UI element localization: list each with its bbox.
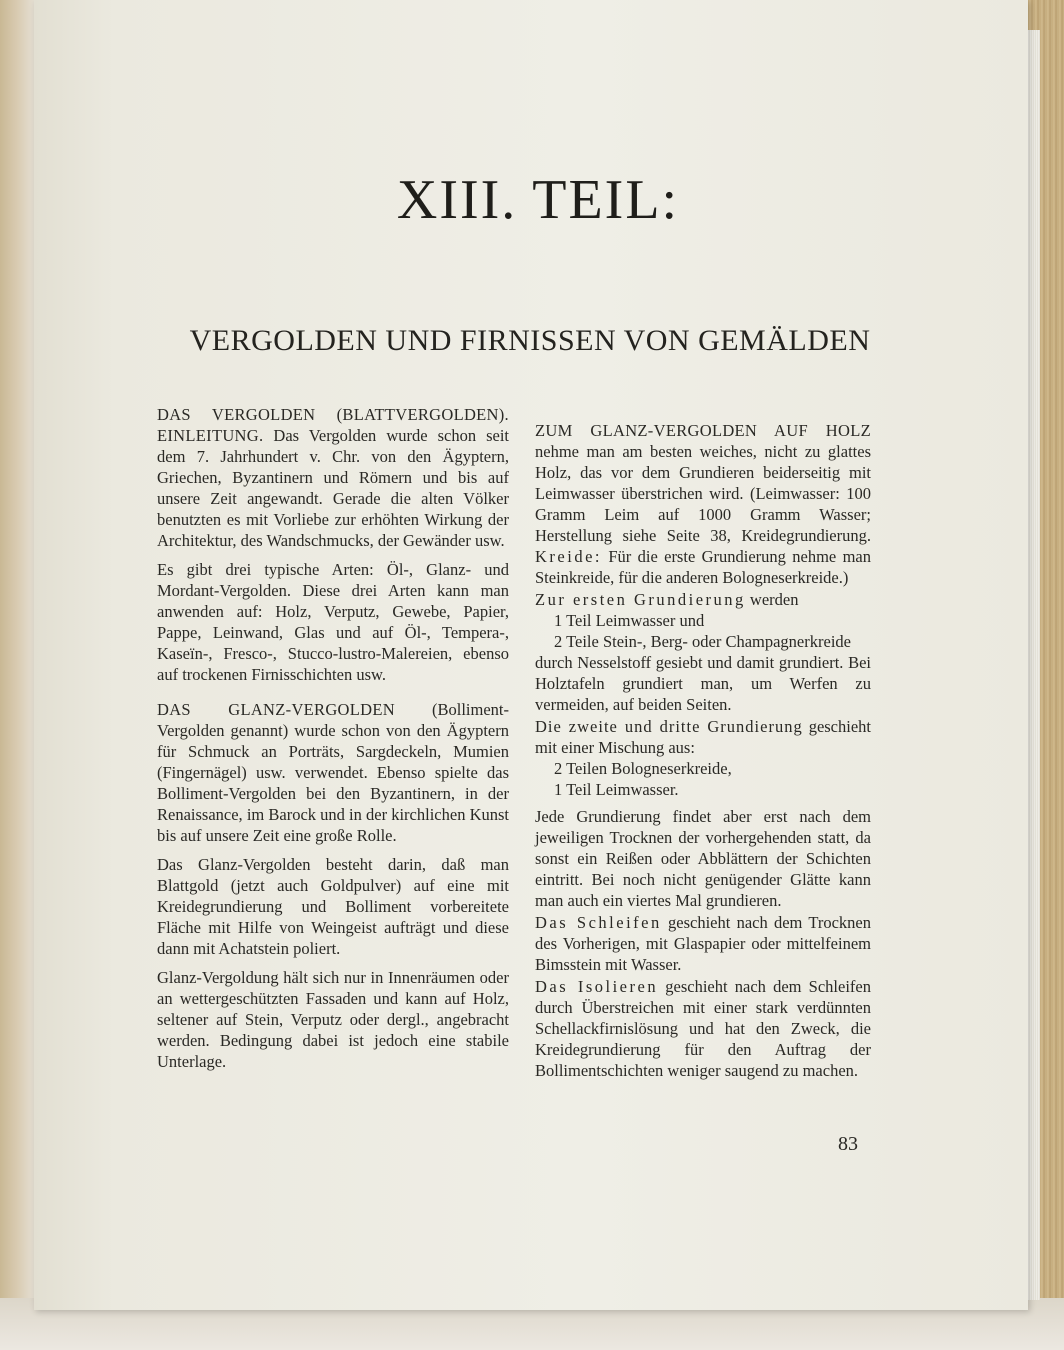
section-heading: DAS VERGOLDEN (BLATTVERGOLDEN). EINLEITUNG.	[157, 405, 509, 445]
paragraph	[535, 716, 871, 800]
list-item: 1 Teil Leimwasser.	[554, 780, 679, 799]
paragraph-text: Für die erste Grundierung nehme man Steinkreide, für die anderen Bologneserkreide.)	[535, 547, 872, 587]
page-number: 83	[838, 1133, 858, 1155]
list-item: 1 Teil Leimwasser und	[554, 611, 705, 630]
paragraph-text: werden	[749, 590, 799, 609]
spaced-term: Das Isolieren	[535, 977, 659, 996]
paragraph-text: nehme man am besten weiches, nicht zu glattes Holz, das vor dem Grundieren beiderseitig mit Leimwasser überstrichen wird. (Leimwasser: 100 Gramm Leim auf 1000 Gramm Wasser; Herstellung siehe Seite 38, Kreidegrundierung.	[535, 442, 871, 545]
spaced-term: Zur ersten Grundierung	[535, 590, 746, 609]
left-column	[157, 404, 509, 1080]
paragraph-text: geschieht mit einer Mischung aus:	[535, 717, 871, 757]
paragraph	[535, 976, 871, 1081]
paragraph-text: (Bolliment-Vergolden genannt) wurde schon von den Ägyptern für Schmuck an Porträts, Sargdeckeln, Mumien (Fingernägel) usw. verwendet. Ebenso spielte das Bolliment-Vergolden bei den Byzantinern, in der Renaissance, im Barock und in der kirchlichen Kunst bis auf unsere Zeit eine große Rolle.	[157, 700, 509, 845]
paragraph	[157, 404, 509, 551]
paragraph: Das Glanz-Vergolden besteht darin, daß man Blattgold (jetzt auch Goldpulver) auf eine mit Kreidegrundierung und Bolliment vorbereitete Fläche mit Hilfe von Weingeist aufträgt und diese dann mit Achatstein poliert.	[157, 855, 509, 958]
paragraph	[535, 420, 871, 588]
spaced-term: Die zweite und dritte Grundierung	[535, 717, 803, 736]
paragraph	[535, 912, 871, 975]
list-item: 2 Teilen Bologneserkreide,	[554, 759, 732, 778]
paragraph-text: geschieht nach dem Trocknen des Vorherigen, mit Glaspapier oder mittelfeinem Bimsstein mit Wasser.	[535, 913, 871, 974]
chapter-title: XIII. TEIL:	[396, 169, 680, 231]
paragraph: Jede Grundierung findet aber erst nach dem jeweiligen Trocknen der vorhergehenden statt, da sonst ein Reißen oder Abblättern der Schichten eintritt. Bei noch nicht genügender Glätte kann man auch ein viertes Mal grundieren.	[535, 807, 871, 910]
paragraph-text: Das Vergolden wurde schon seit dem 7. Jahrhundert v. Chr. von den Ägyptern, Griechen, Byzantinern und Römern und bis auf unsere Zeit angewandt. Gerade die alten Völker benutzten es mit Vorliebe zur erhöhten Wirkung der Architektur, des Wandschmucks, der Gewänder usw.	[157, 426, 509, 550]
paragraph-text: geschieht nach dem Schleifen durch Überstreichen mit einer stark verdünnten Schellackfirnislösung und hat den Zweck, die Kreidegrundierung für den Auftrag der Bollimentschichten weniger saugend zu machen.	[535, 977, 871, 1080]
paragraph: Es gibt drei typische Arten: Öl-, Glanz- und Mordant-Vergolden. Diese drei Arten kann man anwenden auf: Holz, Verputz, Gewebe, Papier, Pappe, Leinwand, Glas und auf Öl-, Tempera-, Kaseïn-, Fresco-, Stucco-lustro-Malereien, ebenso auf trockenen Firnisschichten usw.	[157, 560, 509, 684]
paragraph	[535, 589, 871, 715]
section-heading: DAS GLANZ-VERGOLDEN	[157, 700, 395, 719]
book-cover-left	[0, 0, 36, 1350]
section-heading: ZUM GLANZ-VERGOLDEN AUF HOLZ	[535, 421, 871, 440]
paragraph	[157, 699, 509, 846]
spaced-term: Das Schleifen	[535, 913, 662, 932]
paragraph: Glanz-Vergoldung hält sich nur in Innenräumen oder an wettergeschützten Fassaden und kann auf Holz, seltener auf Stein, Verputz oder dergl., angebracht werden. Bedingung dabei ist jedoch eine stabile Unterlage.	[157, 968, 509, 1071]
chapter-subtitle: VERGOLDEN UND FIRNISSEN VON GEMÄLDEN	[189, 324, 871, 357]
list-item: 2 Teile Stein-, Berg- oder Champagnerkreide	[554, 632, 851, 651]
right-column	[535, 420, 871, 1082]
spaced-term: Kreide:	[535, 547, 602, 566]
paragraph-text: durch Nesselstoff gesiebt und damit grundiert. Bei Holztafeln grundiert man, um Werfen zu vermeiden, auf beiden Seiten.	[535, 653, 871, 714]
